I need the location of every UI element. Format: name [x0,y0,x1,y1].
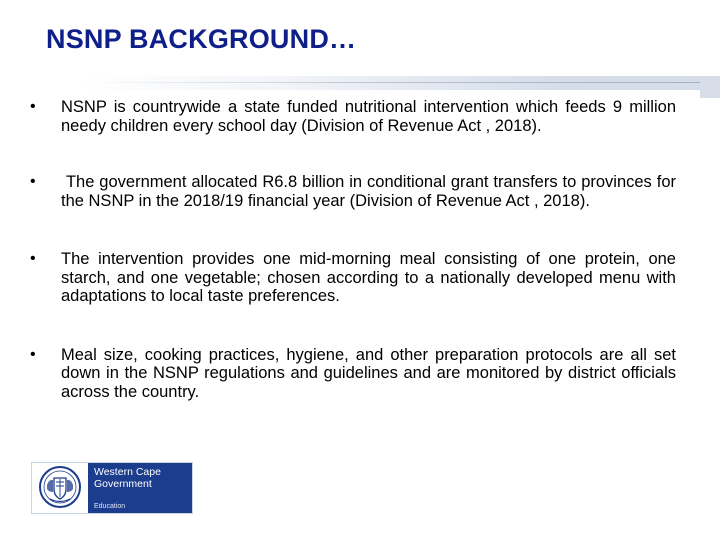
logo-text-panel [88,463,192,513]
western-cape-government-logo [31,462,193,514]
bullet-item [30,250,676,306]
bullet-marker: • [30,345,36,363]
title-divider [80,76,720,90]
bullet-text: The intervention provides one mid-morning meal consisting of one protein, one starch, and one vegetable; chosen according to a nationally developed menu with adaptations to local taste preferences. [61,250,676,305]
bullet-list [30,98,681,439]
logo-line-western-cape: Western Cape [94,466,161,478]
bullet-text: Meal size, cooking practices, hygiene, and other preparation protocols are all set down in the NSNP regulations and guidelines and are monitored by district officials across the country. [61,345,676,401]
slide-title: NSNP BACKGROUND… [46,24,357,54]
bullet-item [30,98,676,135]
logo-line-education: Education [94,503,126,510]
coat-of-arms-icon [32,463,88,511]
bullet-text: NSNP is countrywide a state funded nutritional intervention which feeds 9 million needy children every school day (Division of Revenue Act , 2018). [61,98,676,135]
bullet-marker: • [30,250,36,267]
bullet-text: The government allocated R6.8 billion in conditional grant transfers to provinces for the NSNP in the 2018/19 financial year (Division of Revenue Act , 2018). [61,173,681,210]
logo-line-government: Government [94,478,152,490]
bullet-item [30,346,676,402]
bullet-marker: • [30,173,36,190]
title-divider-accent [700,76,720,98]
bullet-marker: • [30,98,36,115]
bullet-item [30,173,681,210]
